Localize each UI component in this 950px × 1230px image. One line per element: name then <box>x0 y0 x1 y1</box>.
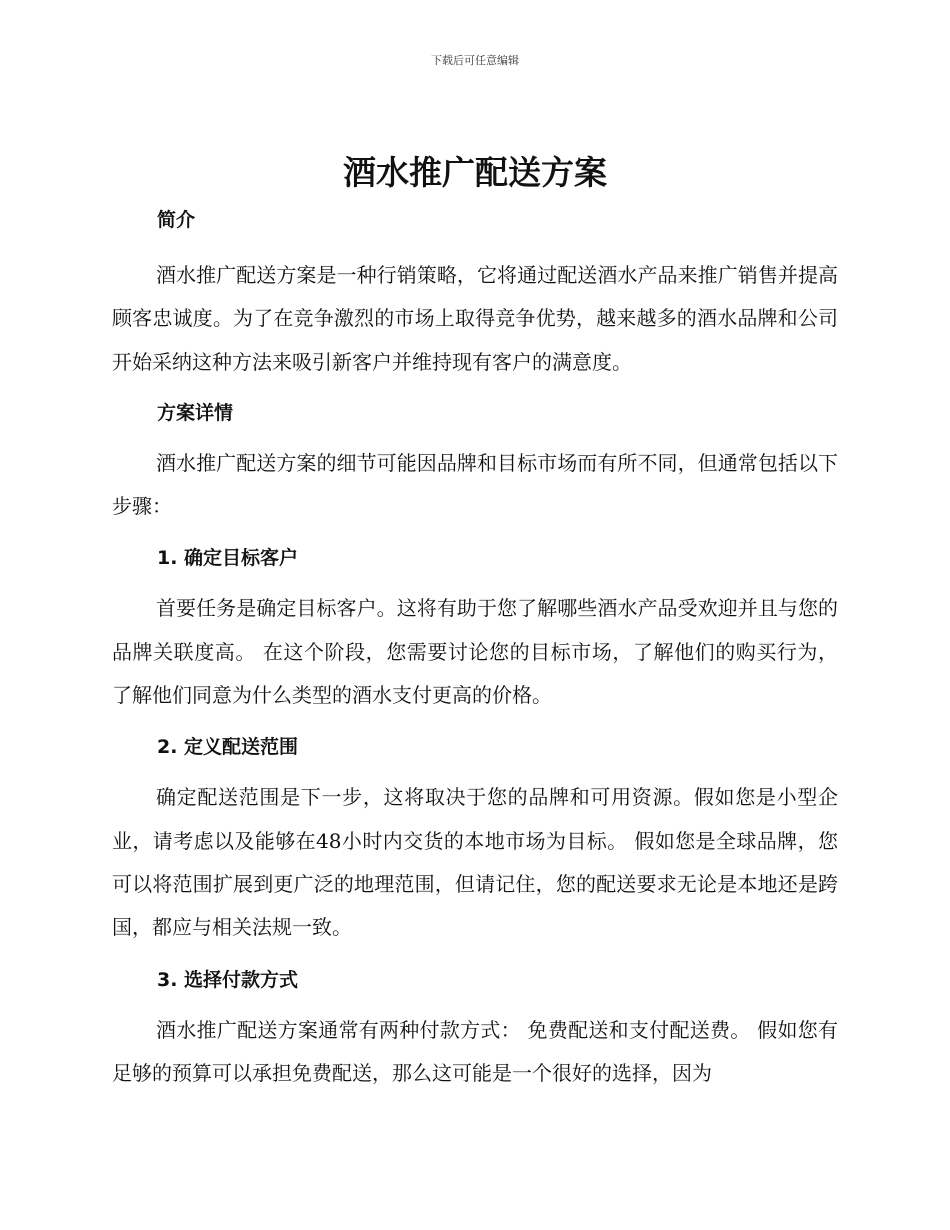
section-heading-details: 方案详情 <box>157 401 234 424</box>
section-heading-step-1: 1. 确定目标客户 <box>157 547 299 570</box>
document-title: 酒水推广配送方案 <box>343 153 607 192</box>
section-paragraph-intro: 酒水推广配送方案是一种行销策略，它将通过配送酒水产品来推广销售并提高顾客忠诚度。为了在竞争激烈的市场上取得竞争优势，越来越多的酒水品牌和公司开始采纳这种方法来吸引新客户并维持现有客户的满意度。 <box>112 263 838 374</box>
page-header-note: 下载后可任意编辑 <box>431 54 519 67</box>
section-heading-step-3: 3. 选择付款方式 <box>157 968 299 991</box>
section-paragraph-details: 酒水推广配送方案的细节可能因品牌和目标市场而有所不同，但通常包括以下步骤： <box>112 450 838 519</box>
section-paragraph-step-2: 确定配送范围是下一步，这将取决于您的品牌和可用资源。假如您是小型企业，请考虑以及能够在48小时内交货的本地市场为目标。 假如您是全球品牌，您可以将范围扩展到更广泛的地理范围，但请记住，您的配送要求无论是本地还是跨国，都应与相关法规一致。 <box>112 785 838 940</box>
document-body <box>112 200 838 1095</box>
section-paragraph-step-3: 酒水推广配送方案通常有两种付款方式： 免费配送和支付配送费。 假如您有足够的预算可以承担免费配送，那么这可能是一个很好的选择，因为 <box>112 1017 838 1085</box>
section-heading-step-2: 2. 定义配送范围 <box>157 736 299 759</box>
section-heading-intro: 简介 <box>157 209 196 231</box>
section-paragraph-step-1: 首要任务是确定目标客户。这将有助于您了解哪些酒水产品受欢迎并且与您的品牌关联度高。 在这个阶段，您需要讨论您的目标市场，了解他们的购买行为，了解他们同意为什么类型的酒水支付更高的价格。 <box>112 596 838 708</box>
